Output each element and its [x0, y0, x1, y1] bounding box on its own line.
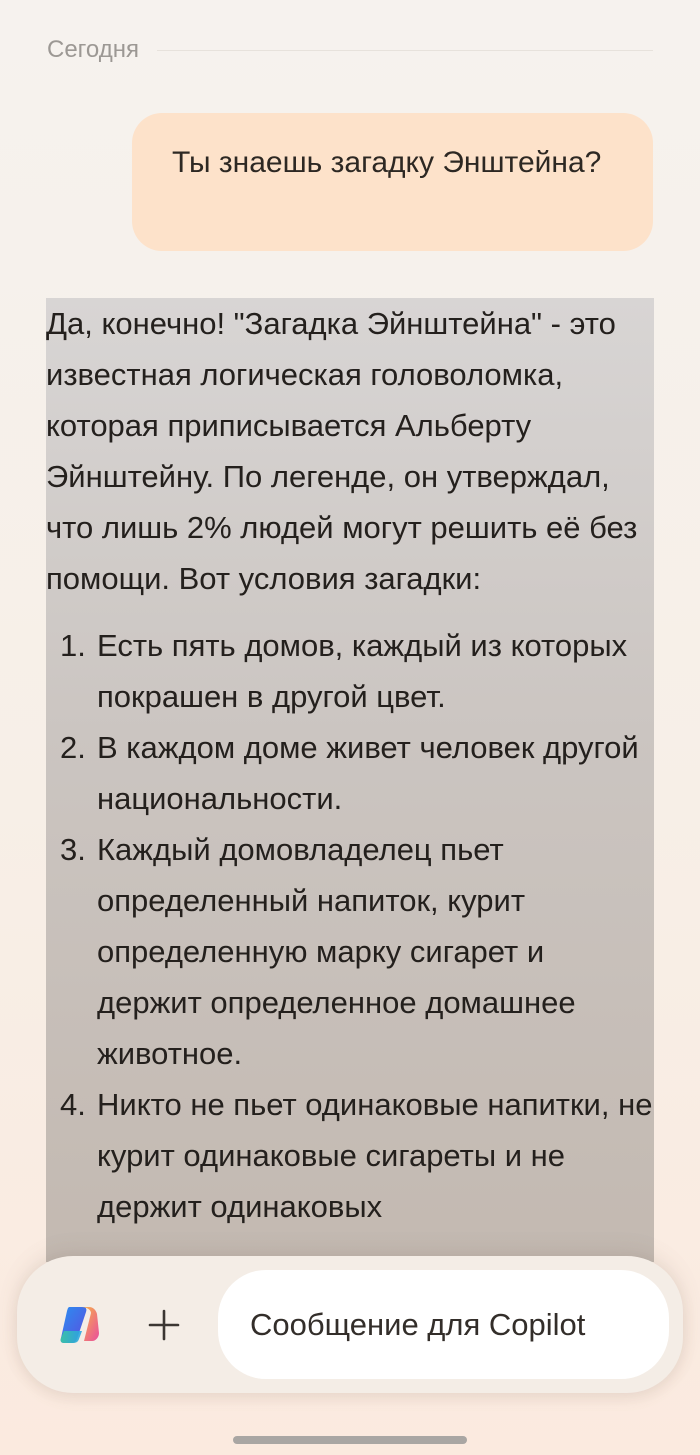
message-input[interactable]: [218, 1270, 669, 1379]
list-item: [46, 1079, 654, 1232]
date-separator: [47, 30, 653, 70]
message-input-placeholder: Сообщение для Copilot: [250, 1306, 586, 1342]
list-item: [46, 722, 654, 824]
user-message-bubble[interactable]: [132, 113, 653, 251]
list-item: [46, 824, 654, 1079]
date-label: Сегодня: [47, 36, 139, 63]
home-indicator[interactable]: [233, 1436, 467, 1444]
list-item-number: 4.: [60, 1087, 86, 1122]
date-divider-line: [157, 50, 653, 51]
list-item-number: 1.: [60, 628, 86, 663]
user-message-text: Ты знаешь загадку Энштейна?: [172, 146, 602, 179]
list-item: [46, 620, 654, 722]
conditions-list: [46, 620, 654, 1232]
plus-icon: [146, 1307, 182, 1343]
list-item-number: 2.: [60, 730, 86, 765]
list-item-text: Никто не пьет одинаковые напитки, не курит одинаковые сигареты и не держит одинаковых: [97, 1087, 653, 1224]
copilot-logo-icon[interactable]: [55, 1301, 103, 1349]
reply-intro-text: Да, конечно! "Загадка Эйнштейна" - это известная логическая головоломка, которая приписывается Альберту Эйнштейну. По легенде, он утверждал, что лишь 2% людей могут решить её без помощи. Вот условия загадки:: [46, 306, 638, 596]
list-item-text: Есть пять домов, каждый из которых покрашен в другой цвет.: [97, 628, 628, 714]
list-item-text: В каждом доме живет человек другой национальности.: [97, 730, 639, 816]
list-item-number: 3.: [60, 832, 86, 867]
add-attachment-button[interactable]: [139, 1300, 189, 1350]
assistant-reply[interactable]: [46, 298, 654, 1262]
list-item-text: Каждый домовладелец пьет определенный напиток, курит определенную марку сигарет и держит определенное домашнее животное.: [97, 832, 576, 1071]
message-composer: [17, 1256, 683, 1393]
